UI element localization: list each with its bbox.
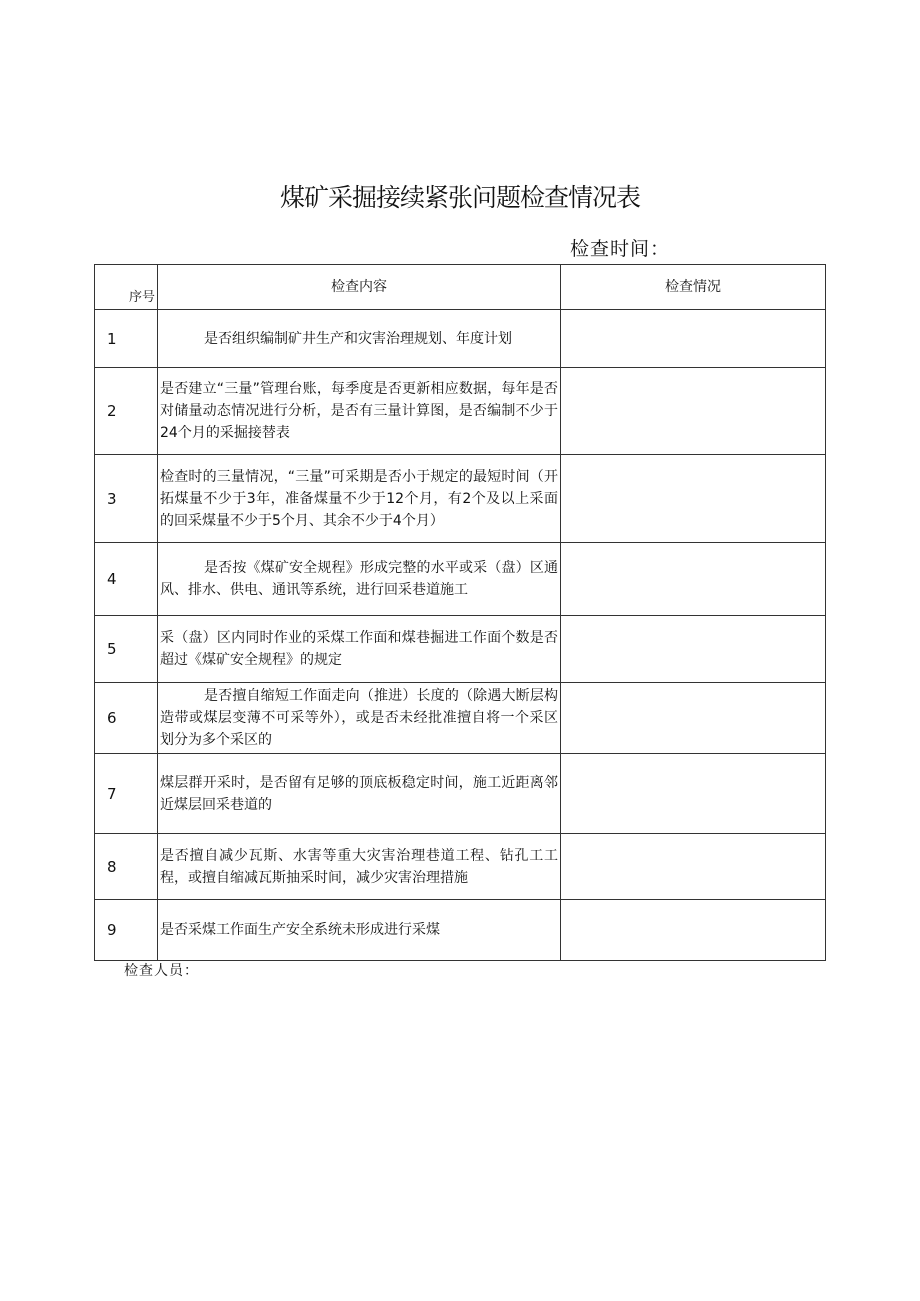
- row-result-cell[interactable]: [561, 310, 826, 368]
- row-seq: 3: [95, 455, 158, 543]
- row-seq: 1: [95, 310, 158, 368]
- row-seq: 9: [95, 900, 158, 961]
- row-result-cell[interactable]: [561, 616, 826, 683]
- row-content: 检查时的三量情况，“三量”可采期是否小于规定的最短时间（开拓煤量不少于3年，准备煤量不少于12个月，有2个及以上采面的回采煤量不少于5个月、其余不少于4个月）: [158, 455, 561, 543]
- table-row: [95, 543, 826, 616]
- table-row: [95, 754, 826, 834]
- row-seq: 8: [95, 834, 158, 900]
- row-content: 是否擅自减少瓦斯、水害等重大灾害治理巷道工程、钻孔工工程，或擅自缩减瓦斯抽采时间，减少灾害治理措施: [158, 834, 561, 900]
- table-row: [95, 368, 826, 455]
- table-row: [95, 834, 826, 900]
- page-title: 煤矿采掘接续紧张问题检查情况表: [279, 183, 640, 212]
- row-result-cell[interactable]: [561, 754, 826, 834]
- row-content: 是否按《煤矿安全规程》形成完整的水平或采（盘）区通风、排水、供电、通讯等系统，进行回采巷道施工: [158, 543, 561, 616]
- table-row: [95, 616, 826, 683]
- table-row: [95, 455, 826, 543]
- row-content: 是否组织编制矿井生产和灾害治理规划、年度计划: [158, 310, 561, 368]
- header-seq: 序号: [95, 265, 158, 310]
- check-time-label: 检查时间：: [570, 238, 671, 260]
- row-content: 是否擅自缩短工作面走向（推进）长度的（除遇大断层构造带或煤层变薄不可采等外），或是否未经批准擅自将一个采区划分为多个采区的: [158, 683, 561, 754]
- row-result-cell[interactable]: [561, 900, 826, 961]
- row-result-cell[interactable]: [561, 683, 826, 754]
- header-result: 检查情况: [561, 265, 826, 310]
- table-row: [95, 900, 826, 961]
- row-seq: 4: [95, 543, 158, 616]
- row-content: 是否建立“三量”管理台账，每季度是否更新相应数据，每年是否对储量动态情况进行分析，是否有三量计算图，是否编制不少于24个月的采掘接替表: [158, 368, 561, 455]
- row-result-cell[interactable]: [561, 543, 826, 616]
- row-content: 采（盘）区内同时作业的采煤工作面和煤巷掘进工作面个数是否超过《煤矿安全规程》的规定: [158, 616, 561, 683]
- row-seq: 7: [95, 754, 158, 834]
- row-content: 是否采煤工作面生产安全系统未形成进行采煤: [158, 900, 561, 961]
- row-seq: 2: [95, 368, 158, 455]
- row-seq: 5: [95, 616, 158, 683]
- header-content: 检查内容: [158, 265, 561, 310]
- row-seq: 6: [95, 683, 158, 754]
- row-result-cell[interactable]: [561, 834, 826, 900]
- table-row: [95, 683, 826, 754]
- table-header-row: [95, 265, 826, 310]
- row-result-cell[interactable]: [561, 455, 826, 543]
- row-result-cell[interactable]: [561, 368, 826, 455]
- inspector-label: 检查人员：: [124, 963, 199, 979]
- inspection-table: [94, 264, 826, 961]
- row-content: 煤层群开采时，是否留有足够的顶底板稳定时间，施工近距离邻近煤层回采巷道的: [158, 754, 561, 834]
- table-row: [95, 310, 826, 368]
